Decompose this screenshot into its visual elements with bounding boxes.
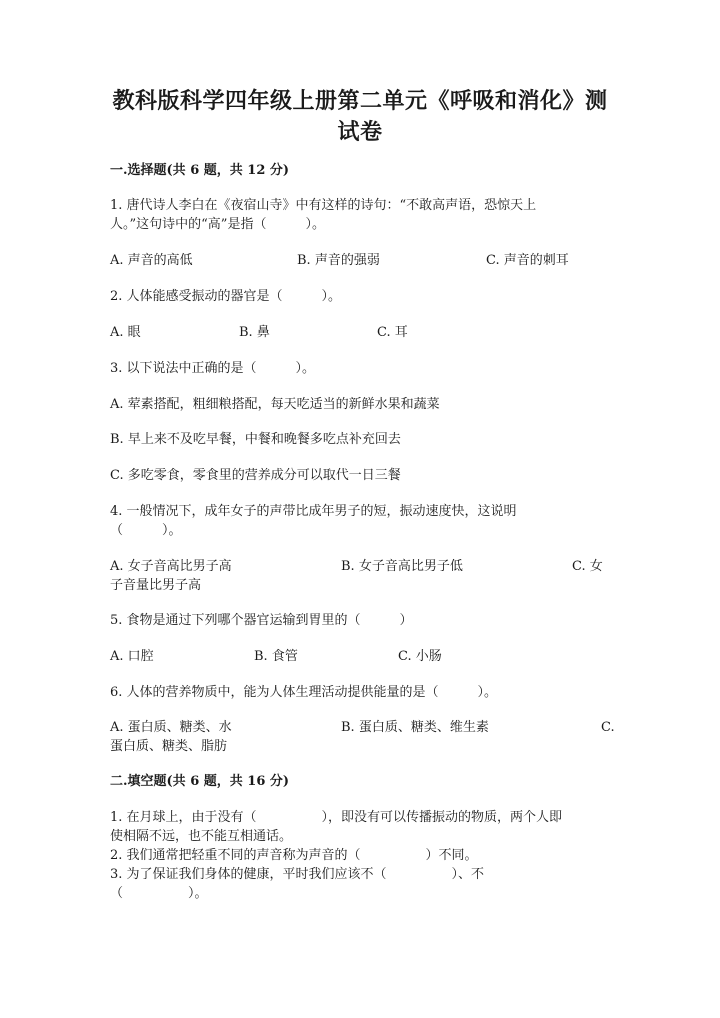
fill-question-1-line-1: 1. 在月球上，由于没有（ ），即没有可以传播振动的物质，两个人即 [110, 810, 563, 825]
question-4-option-b: B. 女子音高比男子低 [341, 559, 463, 574]
section-heading-fill-blank: 二.填空题(共 6 题，共 16 分) [110, 774, 290, 789]
question-3-option-c: C. 多吃零食，零食里的营养成分可以取代一日三餐 [110, 468, 401, 483]
question-4-option-c-end: 子音量比男子高 [110, 578, 202, 593]
question-4-option-c-start: C. 女 [572, 559, 603, 574]
question-6-option-c-start: C. [601, 720, 615, 735]
question-6-option-b: B. 蛋白质、糖类、维生素 [341, 720, 489, 735]
question-2-option-b: B. 鼻 [239, 325, 270, 340]
question-1-option-a: A. 声音的高低 [110, 253, 193, 268]
question-4-stem-line-1: 4. 一般情况下，成年女子的声带比成年男子的短，振动速度快，这说明 [110, 504, 517, 519]
section-heading-choice: 一.选择题(共 6 题，共 12 分) [110, 163, 290, 178]
question-2-option-a: A. 眼 [110, 325, 141, 340]
question-3-option-b: B. 早上来不及吃早餐，中餐和晚餐多吃点补充回去 [110, 432, 401, 447]
title-line-2: 试卷 [337, 119, 383, 145]
question-6-option-c-end: 蛋白质、糖类、脂肪 [110, 739, 228, 754]
question-2-option-c: C. 耳 [377, 325, 408, 340]
question-5-stem: 5. 食物是通过下列哪个器官运输到胃里的（ ） [110, 613, 413, 628]
question-1-stem-line-1: 1. 唐代诗人李白在《夜宿山寺》中有这样的诗句：“不敢高声语，恐惊天上 [110, 198, 537, 213]
question-1-option-c: C. 声音的刺耳 [486, 253, 569, 268]
question-3-stem: 3. 以下说法中正确的是（ ）。 [110, 361, 316, 376]
question-3-option-a: A. 荤素搭配，粗细粮搭配，每天吃适当的新鲜水果和蔬菜 [110, 397, 440, 412]
question-1-stem-line-2: 人。”这句诗中的“高”是指（ ）。 [110, 217, 325, 232]
title-line-1: 教科版科学四年级上册第二单元《呼吸和消化》测 [112, 88, 608, 114]
question-4-option-a: A. 女子音高比男子高 [110, 559, 232, 574]
question-6-option-a: A. 蛋白质、糖类、水 [110, 720, 232, 735]
question-5-option-a: A. 口腔 [110, 649, 154, 664]
question-6-stem: 6. 人体的营养物质中，能为人体生理活动提供能量的是（ ）。 [110, 685, 498, 700]
question-5-option-b: B. 食管 [254, 649, 298, 664]
question-1-option-b: B. 声音的强弱 [297, 253, 380, 268]
question-4-stem-line-2: （ ）。 [110, 523, 182, 538]
fill-question-2: 2. 我们通常把轻重不同的声音称为声音的（ ）不同。 [110, 848, 478, 863]
question-5-option-c: C. 小肠 [398, 649, 442, 664]
fill-question-3-line-2: （ ）。 [110, 886, 208, 901]
fill-question-1-line-2: 使相隔不远，也不能互相通话。 [110, 829, 293, 844]
question-2-stem: 2. 人体能感受振动的器官是（ ）。 [110, 289, 342, 304]
fill-question-3-line-1: 3. 为了保证我们身体的健康，平时我们应该不（ ）、不 [110, 867, 485, 882]
exam-title [90, 86, 630, 148]
